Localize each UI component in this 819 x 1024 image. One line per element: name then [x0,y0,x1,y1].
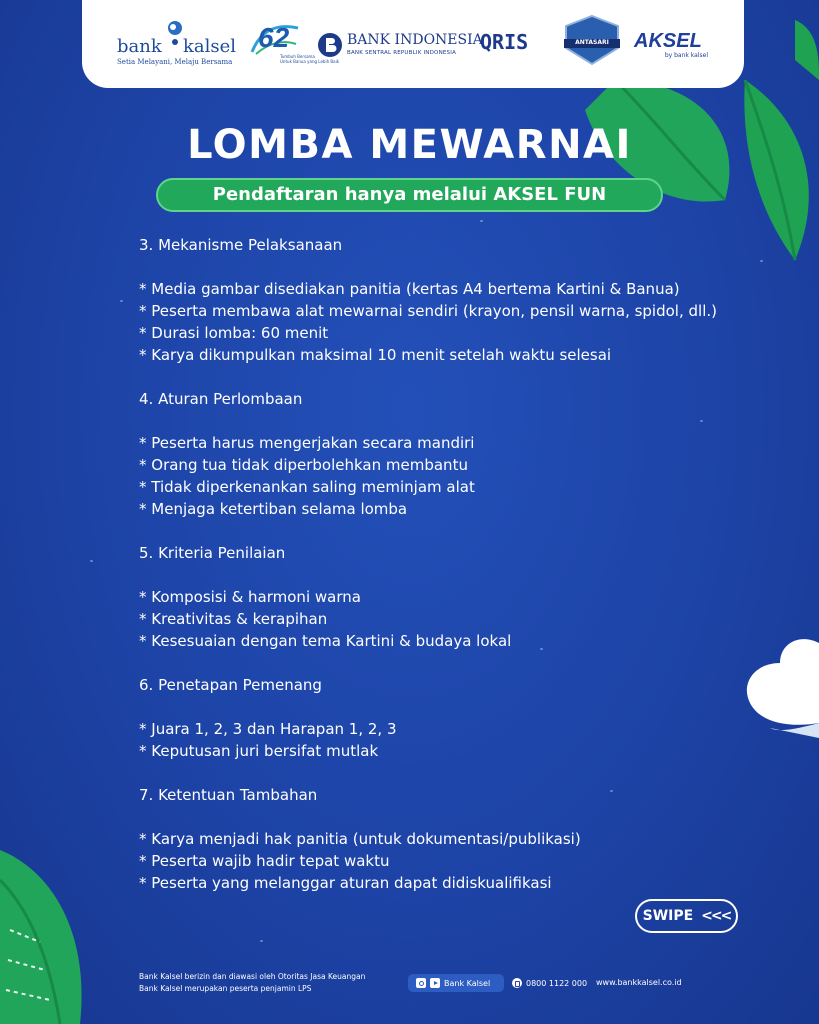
swipe-button[interactable] [635,899,738,933]
bank-indonesia-logo [317,32,483,62]
list-item: * Peserta wajib hadir tepat waktu [139,852,390,870]
list-item: * Tidak diperkenankan saling meminjam alat [139,478,475,496]
website-link[interactable]: www.bankkalsel.co.id [596,978,682,987]
aksel-text: AKSEL [634,30,702,52]
section-heading: 7. Ketentuan Tambahan [139,786,318,804]
section-aturan [139,388,759,520]
list-item: * Juara 1, 2, 3 dan Harapan 1, 2, 3 [139,720,397,738]
bank-kalsel-logo [117,36,237,68]
phone-number: 0800 1122 000 [526,978,588,988]
list-item: * Peserta membawa alat mewarnai sendiri (krayon, pensil warna, spidol, dll.) [139,302,717,320]
footer-disclaimer [139,971,365,995]
list-item: * Durasi lomba: 60 menit [139,324,329,342]
section-kriteria [139,542,759,652]
section-tambahan [139,784,759,894]
list-item: * Karya menjadi hak panitia (untuk dokumentasi/publikasi) [139,830,581,848]
list-item: * Peserta harus mengerjakan secara mandiri [139,434,475,452]
bank-kalsel-word1: bank [117,36,162,57]
qris-logo [480,30,528,54]
partner-logo-bar [82,0,744,88]
footer-line-1: Bank Kalsel berizin dan diawasi oleh Otoritas Jasa Keuangan [139,972,366,981]
bank-indonesia-subtitle: BANK SENTRAL REPUBLIK INDONESIA [347,50,457,56]
section-heading: 5. Kriteria Penilaian [139,544,286,562]
list-item: * Karya dikumpulkan maksimal 10 menit setelah waktu selesai [139,346,612,364]
anniversary-62-logo [250,22,340,68]
page-title: LOMBA MEWARNAI [187,122,632,168]
phone-icon [512,978,522,988]
youtube-icon [430,978,440,988]
bank-indonesia-emblem-icon [317,32,343,58]
aksel-subtitle: by bank kalsel [664,52,708,59]
rules-content [139,234,759,916]
anniversary-tagline-1: Tumbuh Bersama [280,54,315,59]
section-heading: 3. Mekanisme Pelaksanaan [139,236,343,254]
section-heading: 4. Aturan Perlombaan [139,390,303,408]
phone-contact[interactable] [512,978,587,988]
instagram-icon [416,978,426,988]
chevron-left-icon: <<< [701,908,731,924]
aksel-logo [634,30,714,60]
bank-indonesia-name: BANK INDONESIA [347,32,483,48]
social-link[interactable] [408,974,504,992]
bank-kalsel-tagline: Setia Melayani, Melaju Bersama [117,58,233,66]
list-item: * Peserta yang melanggar aturan dapat didiskualifikasi [139,874,552,892]
list-item: * Menjaga ketertiban selama lomba [139,500,408,518]
section-mekanisme [139,234,759,366]
list-item: * Kreativitas & kerapihan [139,610,328,628]
footer-line-2: Bank Kalsel merupakan peserta penjamin LPS [139,984,312,993]
list-item: * Orang tua tidak diperbolehkan membantu [139,456,468,474]
leaf-icon [0,850,100,1024]
registration-banner: Pendaftaran hanya melalui AKSEL FUN [156,178,663,212]
section-heading: 6. Penetapan Pemenang [139,676,322,694]
antasari-badge [562,14,622,66]
section-pemenang [139,674,759,762]
swipe-label: SWIPE [642,908,694,924]
list-item: * Kesesuaian dengan tema Kartini & budaya lokal [139,632,512,650]
antasari-badge-text: ANTASARI [575,39,609,46]
anniversary-tagline-2: Untuk Banua yang Lebih Baik [280,59,340,64]
list-item: * Komposisi & harmoni warna [139,588,361,606]
list-item: * Keputusan juri bersifat mutlak [139,742,379,760]
qris-text: QRIS [480,30,529,54]
bank-kalsel-word2: kalsel [183,36,237,57]
anniversary-number: 62 [258,22,290,53]
list-item: * Media gambar disediakan panitia (kertas A4 bertema Kartini & Banua) [139,280,680,298]
social-label: Bank Kalsel [444,978,491,988]
